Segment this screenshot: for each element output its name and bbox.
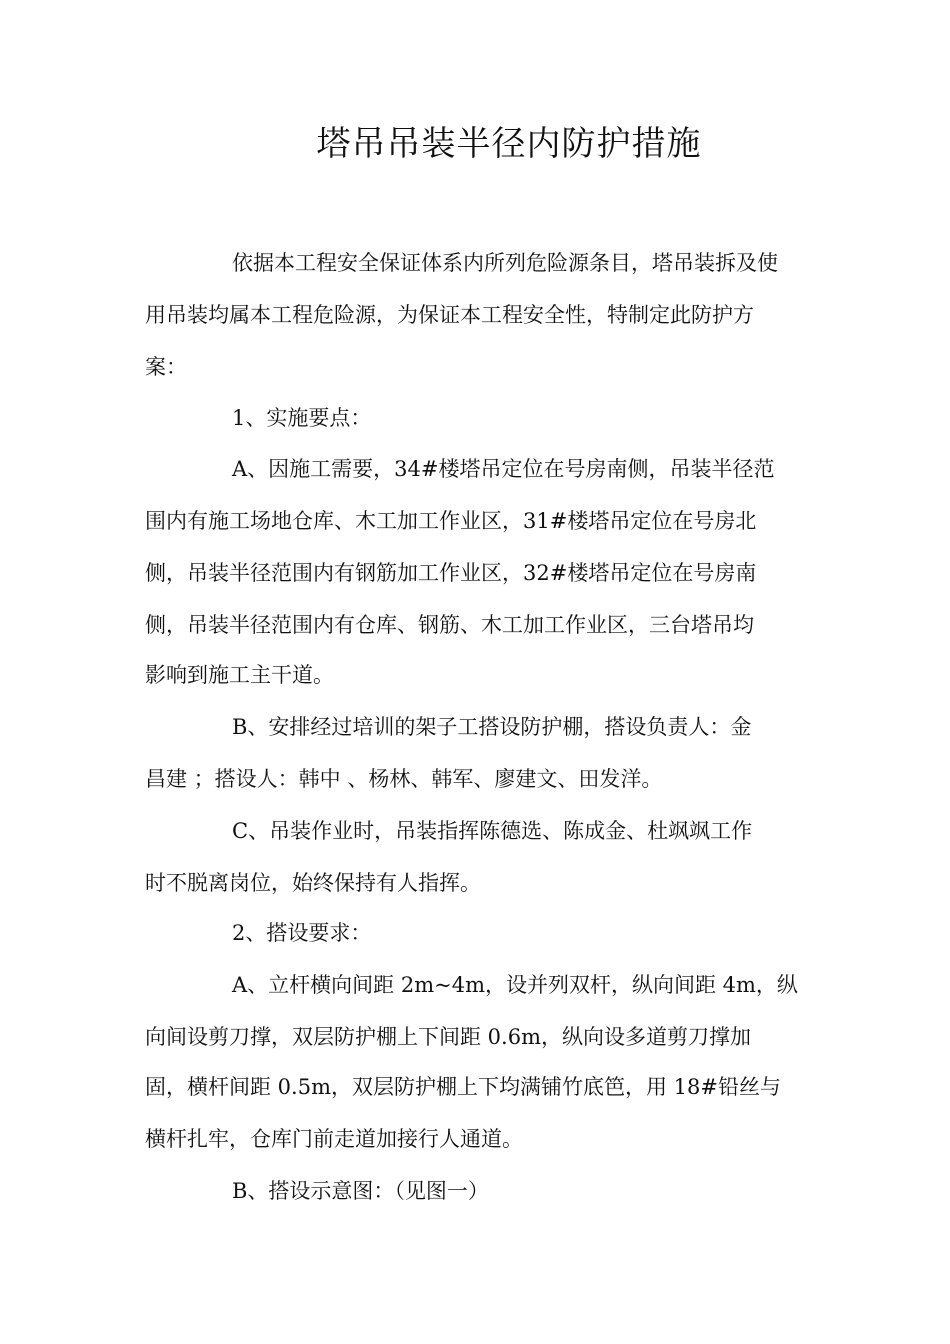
section1-c-line-1: C、吊装作业时，吊装指挥陈德选、陈成金、杜飒飒工作: [232, 819, 753, 843]
intro-line-3: 案：: [145, 355, 187, 379]
section1-c-line-2: 时不脱离岗位，始终保持有人指挥。: [145, 871, 481, 895]
section1-heading: 1、实施要点：: [232, 406, 372, 430]
section1-a-line-4: 侧，吊装半径范围内有仓库、钢筋、木工加工作业区，三台塔吊均: [145, 613, 754, 637]
section1-a-line-1: A、因施工需要，34#楼塔吊定位在号房南侧，吊装半径范: [232, 457, 775, 481]
document-title: 塔吊吊装半径内防护措施: [316, 124, 702, 164]
intro-line-2: 用吊装均属本工程危险源，为保证本工程安全性，特制定此防护方: [145, 303, 754, 327]
section1-a-line-5: 影响到施工主干道。: [145, 663, 334, 687]
section2-heading: 2、搭设要求：: [232, 921, 372, 945]
section2-a-line-4: 横杆扎牢，仓库门前走道加接行人通道。: [145, 1127, 523, 1151]
section1-a-line-2: 围内有施工场地仓库、木工加工作业区，31#楼塔吊定位在号房北: [145, 509, 757, 533]
section1-b-line-2: 昌建 ；搭设人：韩中 、杨林、韩军、廖建文、田发洋。: [145, 767, 663, 791]
section2-a-line-3: 固，横杆间距 0.5m，双层防护棚上下均满铺竹底笆，用 18#铅丝与: [145, 1075, 781, 1099]
intro-line-1: 依据本工程安全保证体系内所列危险源条目，塔吊装拆及使: [232, 251, 778, 275]
section2-a-line-2: 向间设剪刀撑，双层防护棚上下间距 0.6m，纵向设多道剪刀撑加: [145, 1025, 751, 1049]
section2-a-line-1: A、立杆横向间距 2m~4m，设并列双杆，纵向间距 4m，纵: [232, 973, 798, 997]
section1-b-line-1: B、安排经过培训的架子工搭设防护棚，搭设负责人：金: [232, 715, 752, 739]
section1-a-line-3: 侧，吊装半径范围内有钢筋加工作业区，32#楼塔吊定位在号房南: [145, 561, 757, 585]
section2-b-line: B、搭设示意图：（见图一）: [232, 1179, 489, 1203]
